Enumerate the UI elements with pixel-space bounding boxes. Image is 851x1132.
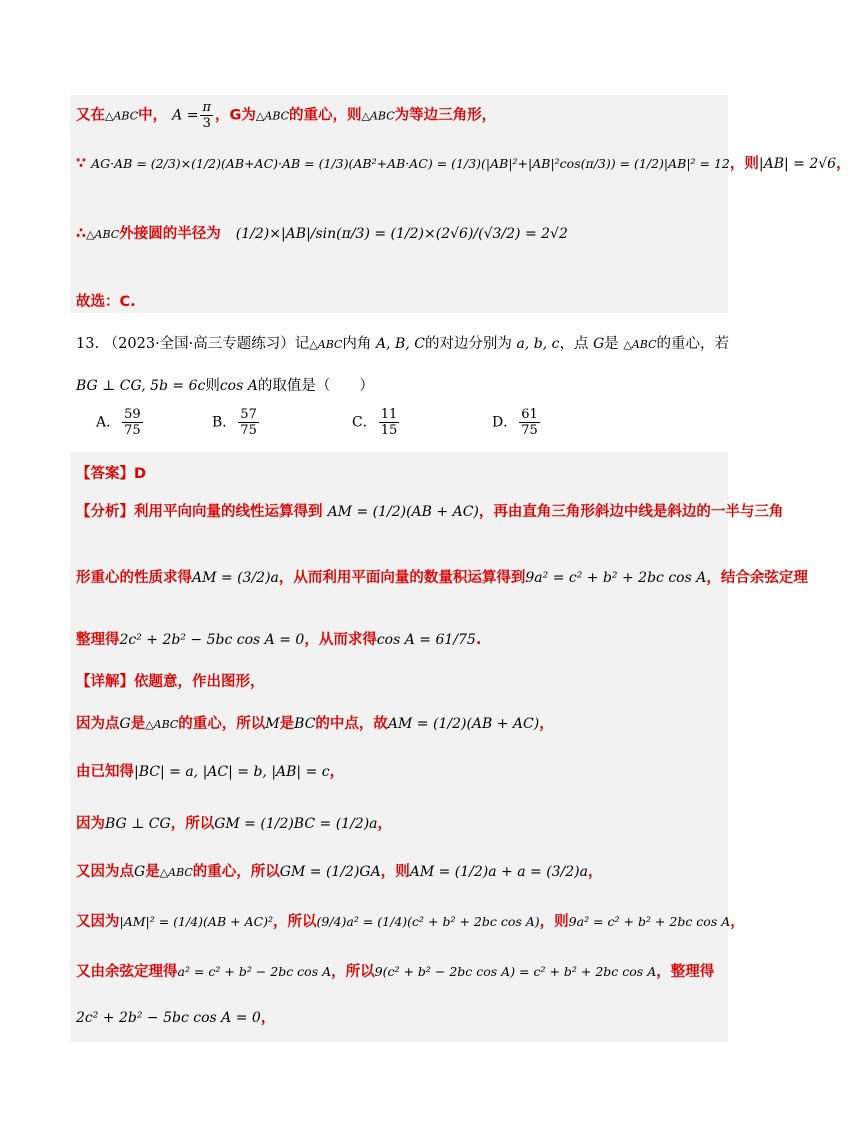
analysis-line-2: 形重心的性质求得AM = (3/2)a，从而利用平面向量的数量积运算得到9a² = c² + b² + 2bc cos A，结合余弦定理 [76,570,808,586]
analysis-line-3: 整理得2c² + 2b² − 5bc cos A = 0，从而求得cos A = 61/75. [76,632,482,648]
detail-line-8: 2c² + 2b² − 5bc cos A = 0， [76,1010,276,1026]
analysis-line-1: 【分析】利用平向向量的线性运算得到 AM = (1/2)(AB + AC)，再由直角三角形斜边中线是斜边的一半与三角 [76,504,784,520]
solution-band-bottom [70,452,728,1042]
option-c[interactable]: C． $\frac{11}{15}$ [352,407,398,438]
radius-expression: (1/2)×|AB|/sin(π/3) = (1/2)×(2√6)/(√3/2) = 2√2 [235,226,568,242]
detail-line-6: 又因为|AM|² = (1/4)(AB + AC)²，所以(9/4)a² = (1/4)(c² + b² + 2bc cos A)，则9a² = c² + b² + 2bc cos A， [76,914,745,930]
option-a[interactable]: A． $\frac{59}{75}$ [96,407,141,438]
detail-line-5: 又因为点G是△ABC的重心，所以GM = (1/2)GA，则AM = (1/2)a + a = (3/2)a， [76,864,603,880]
detail-line-2: 因为点G是△ABC的重心，所以M是BC的中点，故AM = (1/2)(AB + AC)， [76,716,554,732]
detail-line-3: 由已知得|BC| = a, |AC| = b, |AB| = c， [76,764,345,780]
cont-line-2: ∵ AG·AB = (2/3)×(1/2)(AB+AC)·AB = (1/3)(AB²+AB·AC) = (1/3)(|AB|²+|AB|²cos(π/3)) = (1/2)|AB|² = 12，则|AB| = 2√6， [76,156,851,172]
detail-line-1: 【详解】依题意，作出图形， [76,674,265,690]
question-condition: BG ⊥ CG, 5b = 6c则cos A的取值是（ ） [76,378,374,394]
dot-product-expression: AG·AB = (2/3)×(1/2)(AB+AC)·AB = (1/3)(AB²+AB·AC) = (1/3)(|AB|²+|AB|²cos(π/3)) = (1/2)|AB|² = 12 [91,156,730,171]
cont-line-3: ∴△ABC外接圆的半径为 (1/2)×|AB|/sin(π/3) = (1/2)×(2√6)/(√3/2) = 2√2 [76,226,568,242]
detail-line-4: 因为BG ⊥ CG，所以GM = (1/2)BC = (1/2)a， [76,816,392,832]
option-d[interactable]: D． $\frac{61}{75}$ [492,407,538,438]
answer-label: 【答案】D [76,466,147,482]
option-b[interactable]: B． $\frac{57}{75}$ [212,407,257,438]
detail-line-7: 又由余弦定理得a² = c² + b² − 2bc cos A，所以9(c² + b² − 2bc cos A) = c² + b² + 2bc cos A，整理得 [76,964,715,980]
cont-line-4: 故选：C. [76,294,136,310]
cont-line-1: 又在△ABC中， A = $\frac{\pi}{3}$ ，G为△ABC的重心，则△ABC为等边三角形， [76,100,497,131]
question-13: 13. （2023·全国·高三专题练习）记△ABC内角 A, B, C的对边分别为 a, b, c，点 G是 △ABC的重心，若 [76,336,730,352]
